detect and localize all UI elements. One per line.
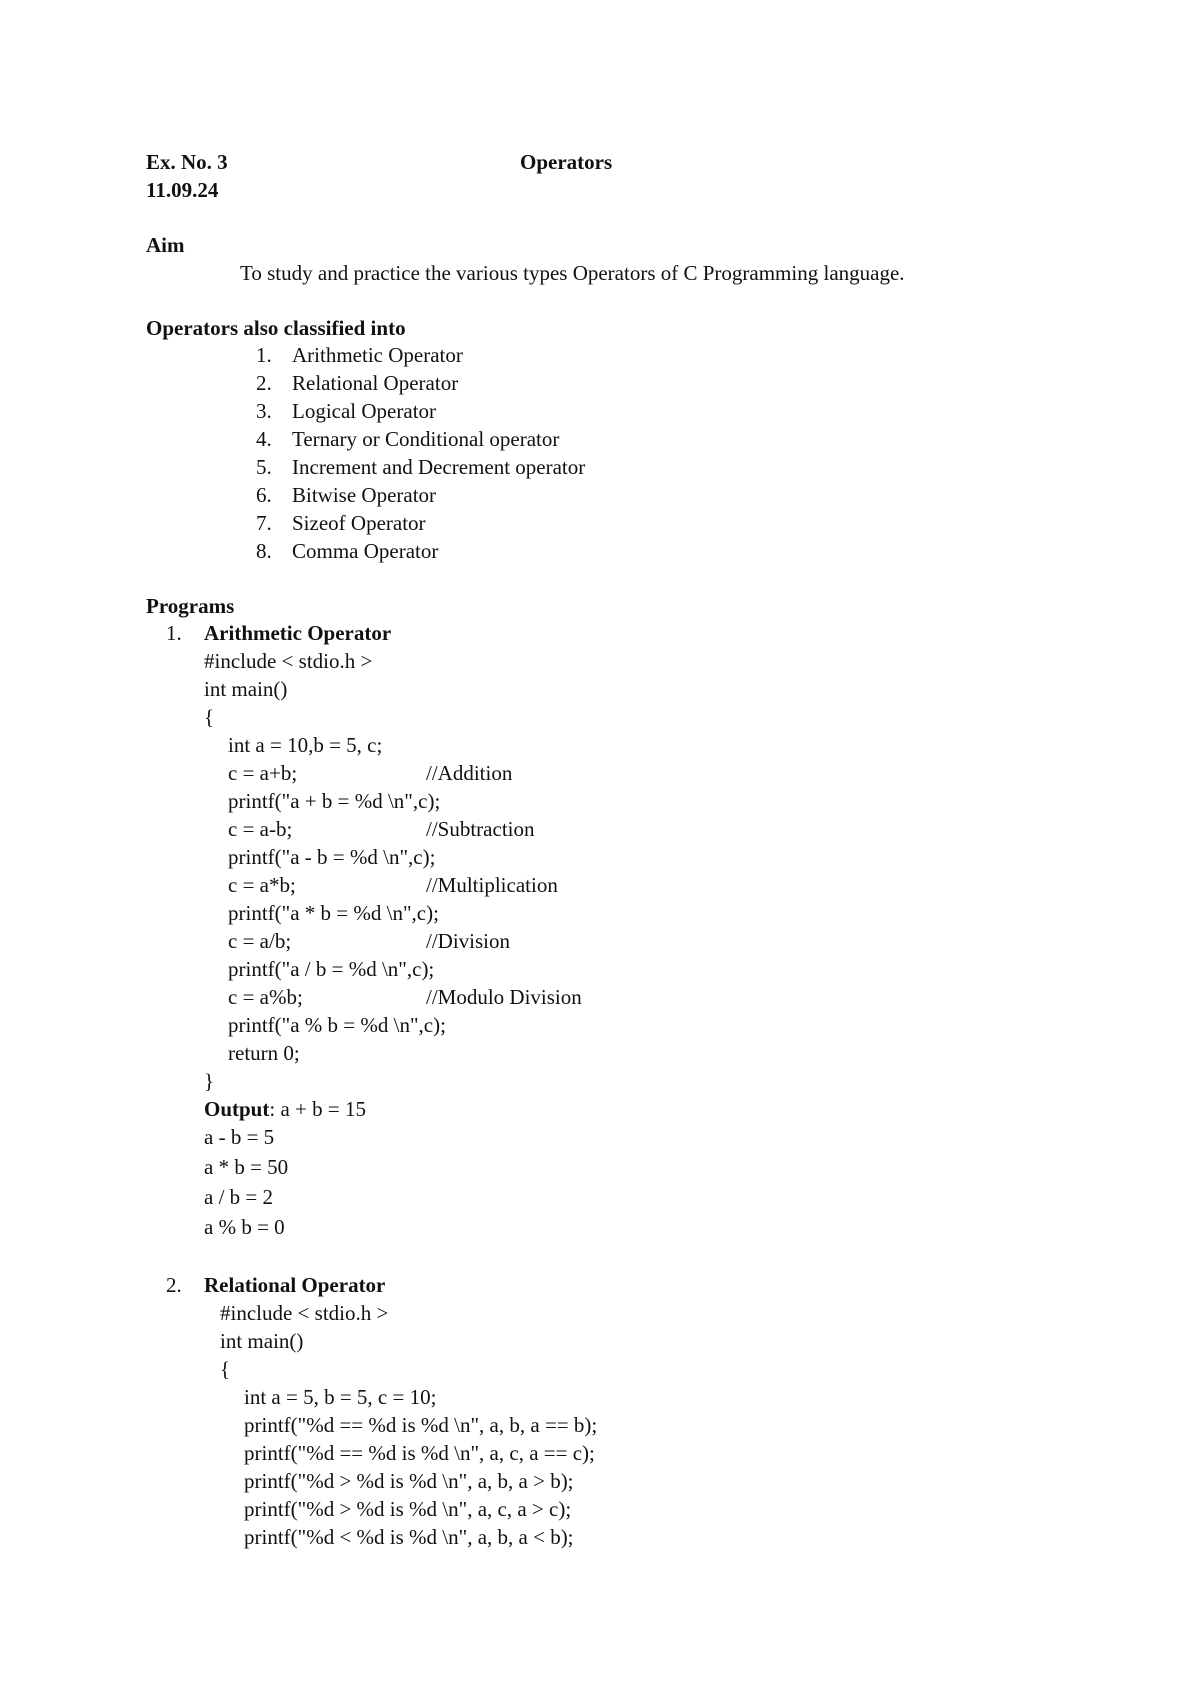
list-item: Logical Operator xyxy=(292,399,437,423)
classification-heading: Operators also classified into xyxy=(146,316,406,340)
list-item-number: 5. xyxy=(256,455,272,479)
list-item-number: 2. xyxy=(256,371,272,395)
code-line: printf("%d < %d is %d \n", a, b, a < b); xyxy=(244,1525,574,1549)
code-comment: //Subtraction xyxy=(426,817,535,841)
list-item: Bitwise Operator xyxy=(292,483,437,507)
page-title: Operators xyxy=(520,150,613,174)
code-comment: //Multiplication xyxy=(426,873,558,897)
list-item: Comma Operator xyxy=(292,539,439,563)
code-line: c = a%b; xyxy=(228,985,303,1009)
list-item-number: 3. xyxy=(256,399,272,423)
output-line: : a + b = 15 xyxy=(269,1097,366,1121)
code-line: printf("a * b = %d \n",c); xyxy=(228,901,439,925)
list-item: Ternary or Conditional operator xyxy=(292,427,560,451)
code-line: printf("%d == %d is %d \n", a, c, a == c); xyxy=(244,1441,595,1465)
code-line: printf("a - b = %d \n",c); xyxy=(228,845,436,869)
aim-text: To study and practice the various types Operators of C Programming language. xyxy=(240,261,905,285)
output-label: Output xyxy=(204,1097,270,1121)
code-line: } xyxy=(204,1069,215,1093)
code-line: #include < stdio.h > xyxy=(220,1301,389,1325)
programs-heading: Programs xyxy=(146,594,235,618)
code-line: int a = 5, b = 5, c = 10; xyxy=(244,1385,437,1409)
output-line: a % b = 0 xyxy=(204,1215,285,1239)
code-line: { xyxy=(220,1357,231,1381)
code-line: printf("a % b = %d \n",c); xyxy=(228,1013,446,1037)
output-line: a - b = 5 xyxy=(204,1125,275,1149)
output-line: a / b = 2 xyxy=(204,1185,273,1209)
code-line: printf("%d == %d is %d \n", a, b, a == b); xyxy=(244,1413,598,1437)
code-line: printf("a / b = %d \n",c); xyxy=(228,957,435,981)
exercise-date: 11.09.24 xyxy=(146,178,219,202)
code-line: printf("%d > %d is %d \n", a, c, a > c); xyxy=(244,1497,572,1521)
code-line: int main() xyxy=(220,1329,304,1353)
list-item: Sizeof Operator xyxy=(292,511,426,535)
output-line: a * b = 50 xyxy=(204,1155,289,1179)
list-item-number: 8. xyxy=(256,539,272,563)
program-title: Relational Operator xyxy=(204,1273,386,1297)
code-comment: //Addition xyxy=(426,761,513,785)
list-item: Relational Operator xyxy=(292,371,459,395)
code-line: printf("a + b = %d \n",c); xyxy=(228,789,441,813)
list-item-number: 7. xyxy=(256,511,272,535)
program-number: 1. xyxy=(166,621,182,645)
code-line: #include < stdio.h > xyxy=(204,649,373,673)
program-title: Arithmetic Operator xyxy=(204,621,392,645)
exercise-number: Ex. No. 3 xyxy=(146,150,228,174)
program-number: 2. xyxy=(166,1273,182,1297)
aim-heading: Aim xyxy=(146,233,185,257)
code-comment: //Division xyxy=(426,929,511,953)
code-line: { xyxy=(204,705,215,729)
code-line: return 0; xyxy=(228,1041,300,1065)
list-item-number: 1. xyxy=(256,343,272,367)
code-line: c = a+b; xyxy=(228,761,298,785)
code-line: c = a-b; xyxy=(228,817,293,841)
code-line: int a = 10,b = 5, c; xyxy=(228,733,383,757)
list-item: Arithmetic Operator xyxy=(292,343,463,367)
code-line: c = a*b; xyxy=(228,873,296,897)
output-block xyxy=(204,1096,366,1123)
code-comment: //Modulo Division xyxy=(426,985,582,1009)
code-line: printf("%d > %d is %d \n", a, b, a > b); xyxy=(244,1469,574,1493)
code-line: int main() xyxy=(204,677,288,701)
list-item-number: 6. xyxy=(256,483,272,507)
code-line: c = a/b; xyxy=(228,929,292,953)
list-item: Increment and Decrement operator xyxy=(292,455,586,479)
list-item-number: 4. xyxy=(256,427,272,451)
